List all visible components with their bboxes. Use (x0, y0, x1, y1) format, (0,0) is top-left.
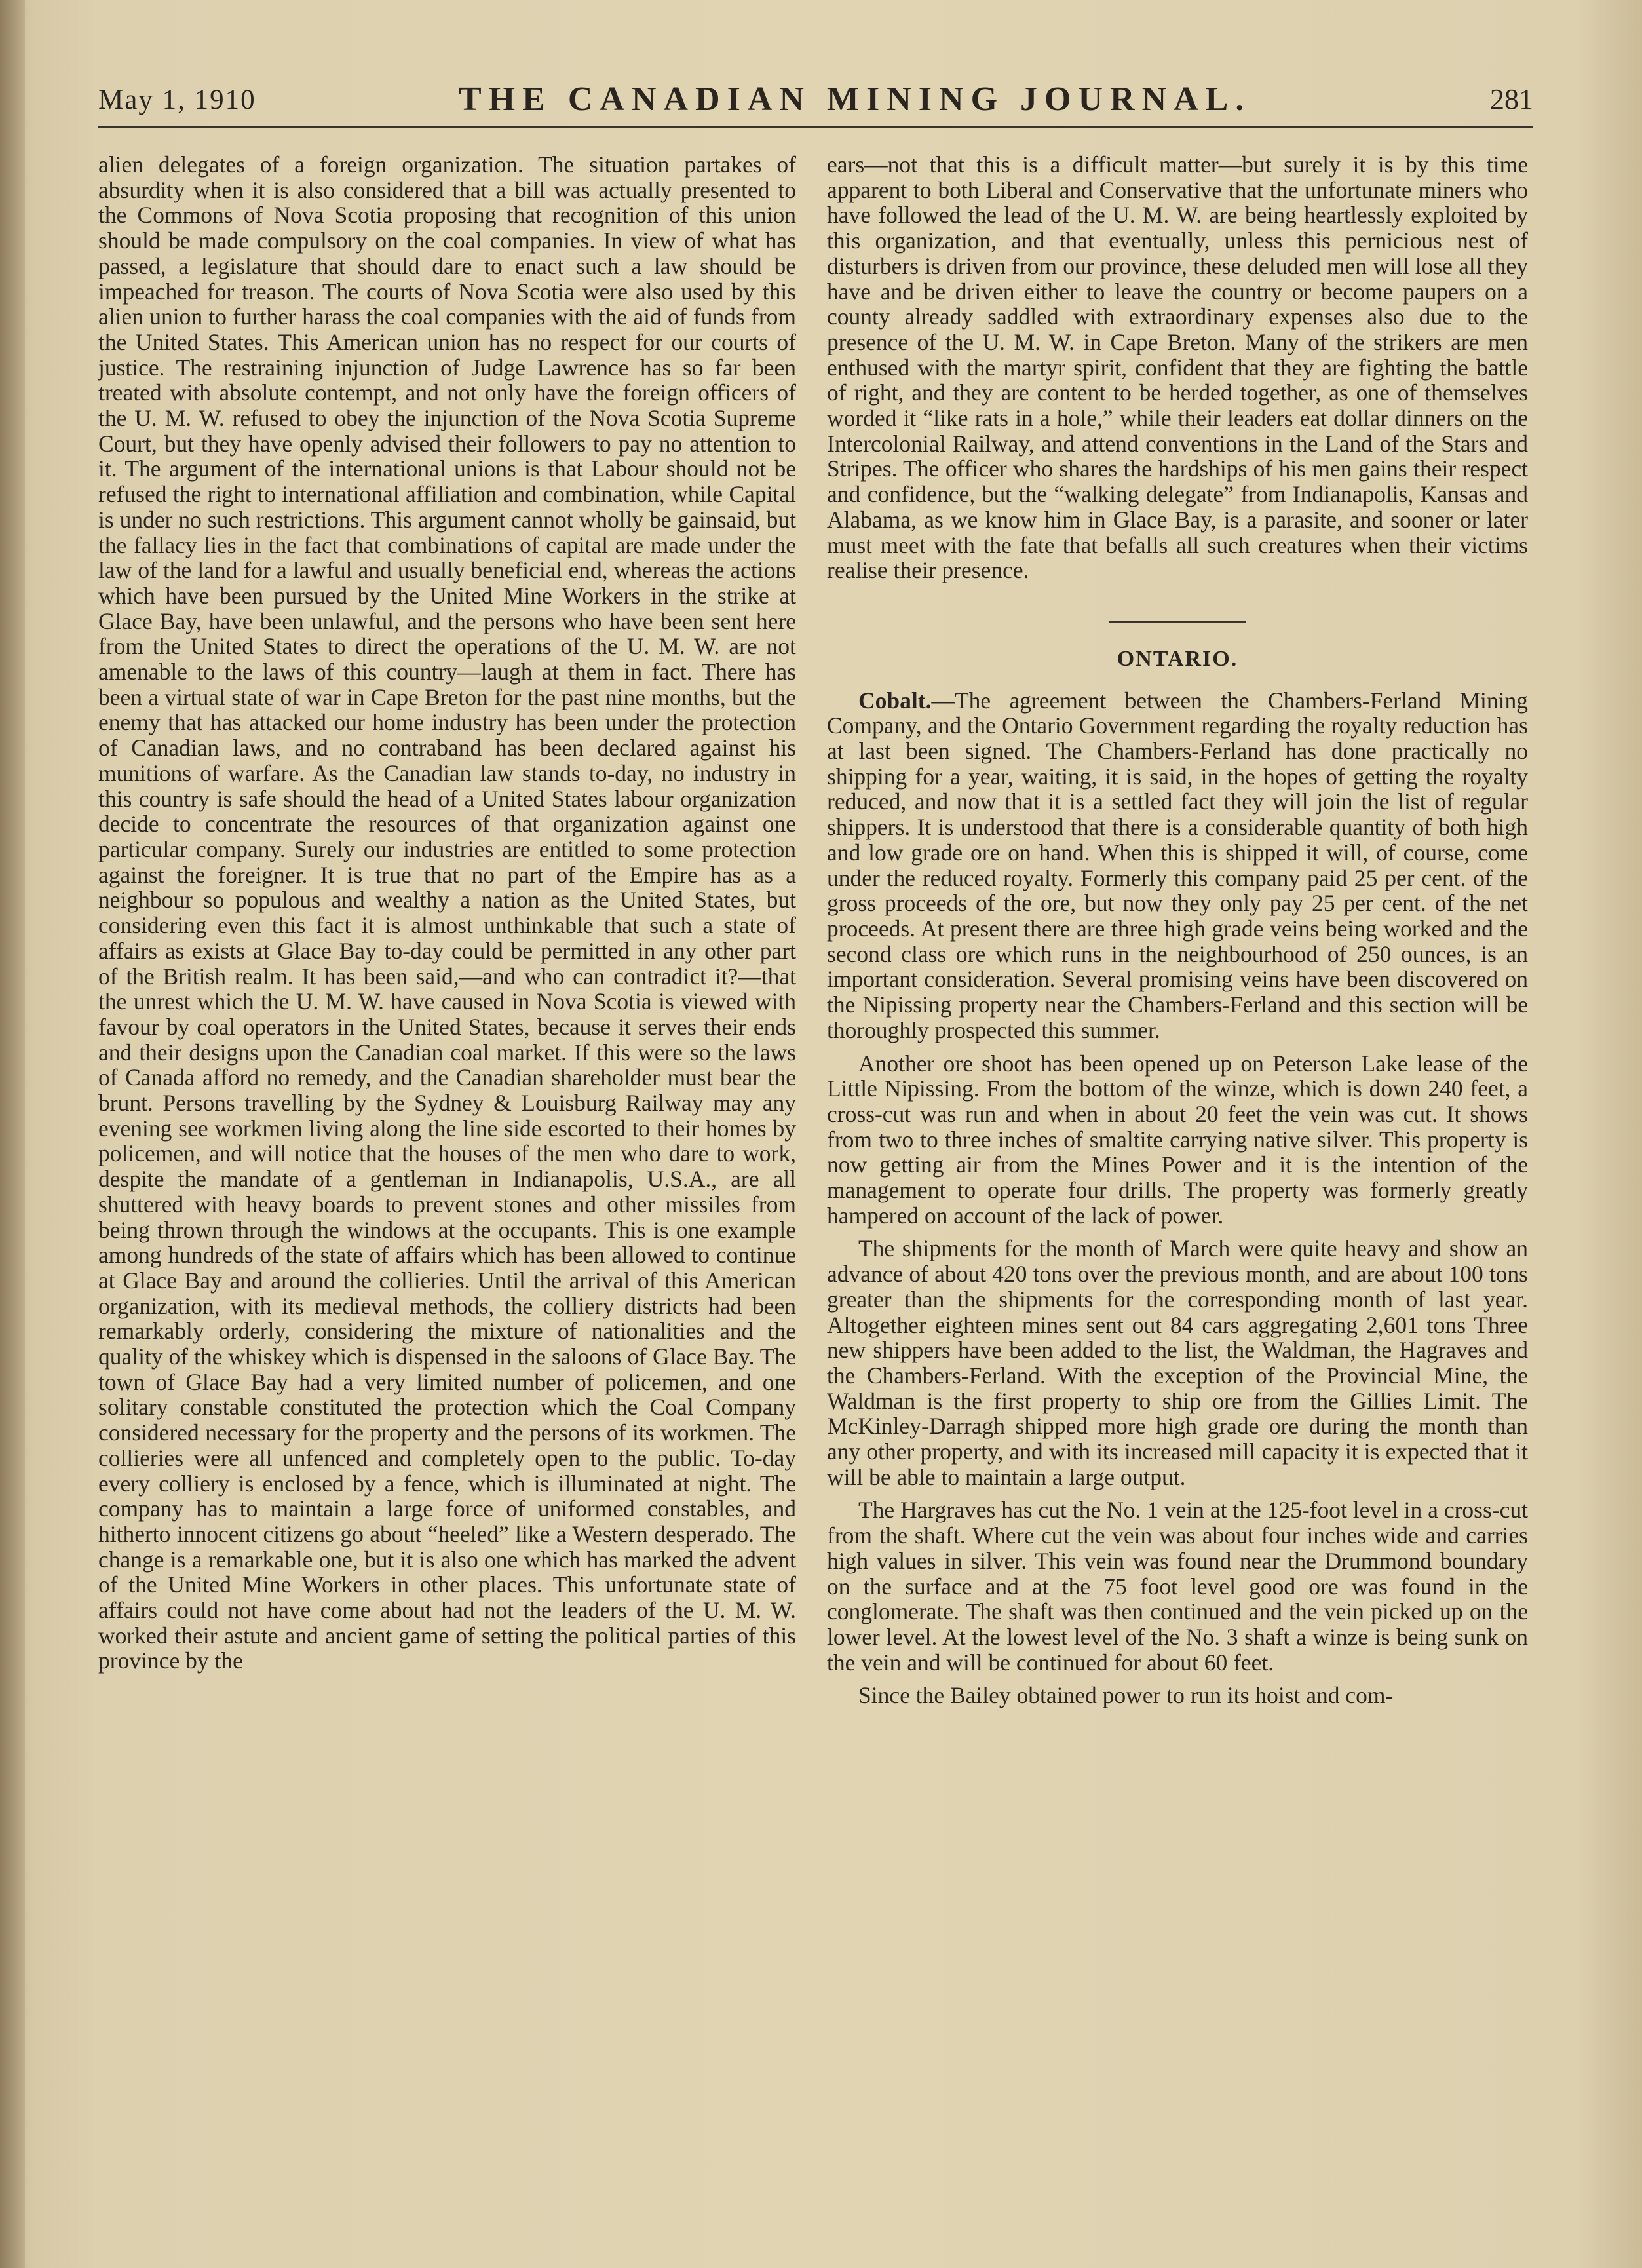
left-column (98, 152, 796, 1674)
right-paragraph-6: Since the Bailey obtained power to run its hoist and com- (858, 1682, 1394, 1709)
right-paragraph-1: ears—not that this is a difficult matter—but surely it is by this time apparent to both Liberal and Conservative that the unfortunate miners who have followed the lead of the U. M. W. are being heartlessly exploited by this organization, and that eventually, unless this pernicious nest of disturbers is driven from our province, these deluded men will lose all they have and be driven either to leave the country or become paupers on a county already saddled with extraordinary expenses also due to the presence of the U. M. W. in Cape Breton. Many of the strikers are men enthused with the martyr spirit, confident that they are fighting the battle of right, and they are content to be herded together, as one of themselves worded it “like rats in a hole,” while their leaders eat dollar dinners on the Intercolonial Railway, and attend conventions in the Land of the Stars and Stripes. The officer who shares the hardships of his men gains their respect and confidence, but the “walking delegate” from Indianapolis, Kansas and Alabama, as we know him in Glace Bay, is a parasite, and sooner or later must meet with the fate that befalls all such creatures when their victims realise their presence. (827, 151, 1528, 584)
cobalt-paragraph-text: —The agreement between the Chambers-Ferland Mining Company, and the Ontario Government regarding the royalty reduction has at last been signed. The Chambers-Ferland has done practically no shipping for a year, waiting, it is said, in the hopes of getting the royalty reduced, and now that it is a settled fact they will join the list of regular shippers. It is understood that there is a considerable quantity of both high and low grade ore on hand. When this is shipped it will, of course, come under the reduced royalty. Formerly this company paid 25 per cent. of the gross proceeds of the ore, but now they only pay 25 per cent. of the net proceeds. At present there are three high grade veins being worked and the second class ore which runs in the neighbourhood of 250 ounces, is an important consideration. Several promising veins have been discovered on the Nipissing property near the Chambers-Ferland and this section will be thoroughly prospected this summer. (827, 687, 1528, 1043)
section-heading-ontario: ONTARIO. (1117, 646, 1238, 671)
page-binding-shadow (0, 0, 25, 2268)
cobalt-paragraph (827, 688, 1528, 1043)
right-paragraph-5: The Hargraves has cut the No. 1 vein at the 125-foot level in a cross-cut from the shaft. Where cut the vein was about four inches wide and carries high values in silver. This vein was found near the Drummond boundary on the surface and at the 75 foot level good ore was found in the conglomerate. The shaft was then continued and the vein picked up on the lower level. At the lowest level of the No. 3 shaft a winze is being sunk on the vein and will be continued for about 60 feet. (827, 1497, 1528, 1676)
running-header (98, 77, 1533, 130)
header-rule (98, 126, 1533, 128)
right-column (827, 152, 1528, 1708)
journal-title: THE CANADIAN MINING JOURNAL. (459, 81, 1251, 118)
right-paragraph-3: Another ore shoot has been opened up on Peterson Lake lease of the Little Nipissing. From the bottom of the winze, which is down 240 feet, a cross-cut was run and when in about 20 feet the vein was cut. It shows from two to three inches of smaltite carrying native silver. This property is now getting air from the Mines Power and it is the intention of the management to operate four drills. The property was formerly greatly hampered on account of the lack of power. (827, 1050, 1528, 1229)
right-paragraph-4: The shipments for the month of March were quite heavy and show an advance of about 420 tons over the previous month, and are about 100 tons greater than the shipments for the corresponding month of last year. Altogether eighteen mines sent out 84 cars aggregating 2,601 tons Three new shippers have been added to the list, the Waldman, the Hagraves and the Chambers-Ferland. With the exception of the Provincial Mine, the Waldman is the first property to ship ore from the Gillies Limit. The McKinley-Darragh shipped more high grade ore during the month than any other property, and with its increased mill capacity it is expected that it will be able to maintain a large output. (827, 1235, 1528, 1490)
cobalt-run-in-heading: Cobalt. (858, 687, 932, 714)
issue-date: May 1, 1910 (98, 85, 256, 115)
section-divider-rule (1109, 621, 1246, 623)
left-paragraph-1: alien delegates of a foreign organization. The situation partakes of absurdity when it is also considered that a bill was actually presented to the Commons of Nova Scotia proposing that recognition of this union should be made compulsory on the coal companies. In view of what has passed, a legislature that should dare to enact such a law should be impeached for treason. The courts of Nova Scotia were also used by this alien union to further harass the coal companies with the aid of funds from the United States. This American union has no respect for our courts of justice. The restraining injunction of Judge Lawrence has so far been treated with absolute contempt, and not only have the foreign officers of the U. M. W. refused to obey the injunction of the Nova Scotia Supreme Court, but they have openly advised their followers to pay no attention to it. The argument of the international unions is that Labour should not be refused the right to international affiliation and combination, while Capital is under no such restrictions. This argument cannot wholly be gainsaid, but the fallacy lies in the fact that combinations of capital are made under the law of the land for a lawful and usually beneficial end, whereas the actions which have been pursued by the United Mine Workers in the strike at Glace Bay, have been unlawful, and the persons who have been sent here from the United States to direct the operations of the U. M. W. are not amenable to the laws of this country—laugh at them in fact. There has been a virtual state of war in Cape Breton for the past nine months, but the enemy that has attacked our home industry has been under the protection of Canadian laws, and no contraband has been declared against his munitions of warfare. As the Canadian law stands to-day, no industry in this country is safe should the head of a United States labour organization decide to concentrate the resources of that organization against one particular company. Surely our industries are entitled to some protection against the foreigner. It is true that no part of the Empire has as a neighbour so populous and wealthy a nation as the United States, but considering even this fact it is almost unthinkable that such a state of affairs as exists at Glace Bay to-day could be permitted in any other part of the British realm. It has been said,—and who can contradict it?—that the unrest which the U. M. W. have caused in Nova Scotia is viewed with favour by coal operators in the United States, because it serves their ends and their designs upon the Canadian coal market. If this were so the laws of Canada afford no remedy, and the Canadian shareholder must bear the brunt. Persons travelling by the Sydney & Louisburg Railway may any evening see workmen living along the line side escorted to their homes by policemen, and will notice that the houses of the men who dare to work, despite the mandate of a gentleman in Indianapolis, U.S.A., are all shuttered with heavy boards to prevent stones and other missiles from being thrown through the windows at the occupants. This is one example among hundreds of the state of affairs which has been allowed to continue at Glace Bay and around the collieries. Until the arrival of this American organization, with its medieval methods, the colliery districts had been remarkably orderly, considering the mixture of nationalities and the quality of the whiskey which is dispensed in the saloons of Glace Bay. The town of Glace Bay had a very limited number of policemen, and one solitary constable constituted the protection which the Coal Company considered necessary for the property and the persons of its workmen. The collieries were all unfenced and completely open to the public. To-day every colliery is enclosed by a fence, which is illuminated at night. The company has to maintain a large force of uniformed constables, and hitherto innocent citizens go about “heeled” like a Western desperado. The change is a remarkable one, but it is also one which has marked the advent of the United Mine Workers in other places. This unfortunate state of affairs could not have come about had not the leaders of the U. M. W. worked their astute and ancient game of setting the political parties of this province by the (98, 151, 796, 1674)
page-number: 281 (1490, 83, 1533, 115)
